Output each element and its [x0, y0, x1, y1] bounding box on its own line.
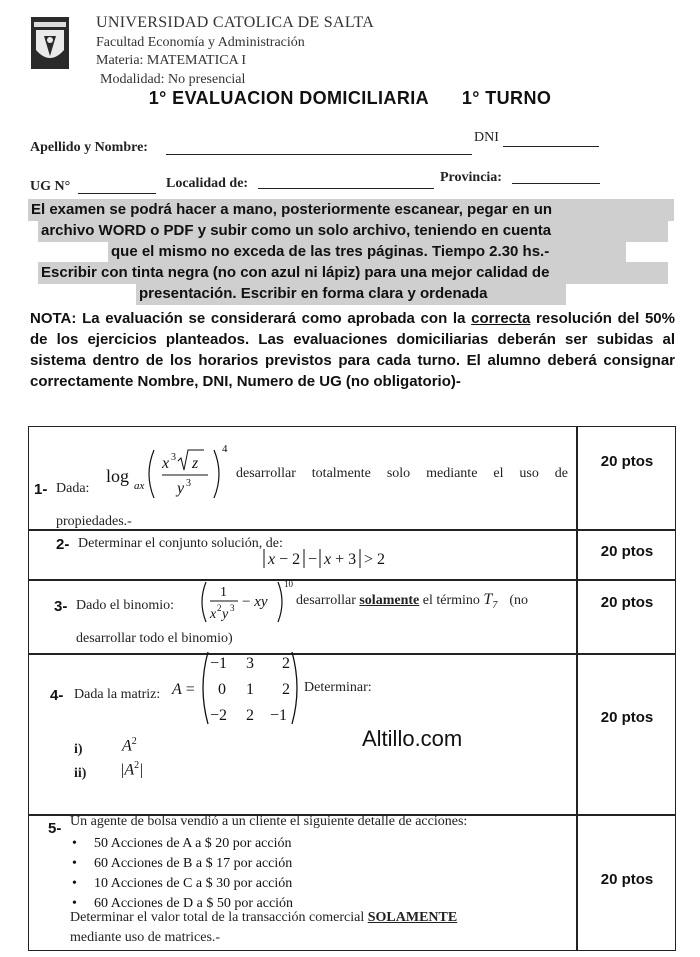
exercise-4-item-ii-formula: $|A^2|$: [120, 760, 144, 779]
svg-text:3: 3: [186, 478, 191, 489]
svg-text:−2: −2: [210, 707, 228, 724]
exercise-5-solamente: SOLAMENTE: [367, 910, 458, 925]
svg-text:3: 3: [171, 452, 176, 463]
row-divider-3: [28, 653, 676, 655]
svg-text:0: 0: [218, 681, 226, 698]
nota-rest: resolución del 50% de los ejercicios planteados. Las evaluaciones domiciliarias deberán ser subidas al sistema dentro de los horarios previstos para cada turno. El alumno deberá consignar correctamente Nombre, DNI, Numero de UG (no obligatorio)-: [30, 310, 675, 390]
exercise-4-item-i-formula: $A^2$: [122, 736, 137, 755]
exercise-5-text: [70, 910, 457, 926]
exercise-5-points: 20 ptos: [600, 871, 654, 888]
svg-text:ax: ax: [134, 480, 145, 492]
nota-paragraph: [30, 308, 675, 392]
instruction-line-5: presentación. Escribir en forma clara y ordenada: [136, 283, 566, 305]
row-divider-2: [28, 579, 676, 581]
svg-text:> 2: > 2: [364, 551, 386, 568]
title-turn: 1° TURNO: [461, 88, 552, 108]
instruction-line-4: Escribir con tinta negra (no con azul ni lápiz) para una mejor calidad de: [38, 262, 668, 284]
svg-text:log: log: [106, 466, 130, 486]
exercise-3-text-2: desarrollar todo el binomio): [76, 631, 233, 646]
exercise-5-text-2: mediante uso de matrices.-: [70, 930, 221, 945]
svg-text:−1: −1: [270, 707, 288, 724]
exercise-5-number: 5-: [48, 820, 62, 837]
svg-text:2: 2: [282, 655, 290, 672]
exercise-5-list: [72, 834, 293, 914]
exercise-3-formula: [198, 576, 296, 628]
svg-text:− xy: − xy: [242, 594, 268, 610]
svg-text:2: 2: [246, 707, 254, 724]
exercise-4-label: Dada la matriz:: [74, 687, 161, 702]
svg-text:1: 1: [246, 681, 254, 698]
exercise-4-item-i: i): [74, 742, 83, 757]
svg-text:−: −: [308, 551, 318, 568]
svg-text:y: y: [222, 607, 229, 622]
locality-label: Localidad de:: [166, 176, 249, 191]
svg-text:A =: A =: [172, 681, 195, 698]
svg-text:3: 3: [230, 603, 235, 613]
instruction-line-2c: o PDF y subir como un solo archivo, teniendo en cuenta: [146, 222, 552, 239]
exercise-2-points: 20 ptos: [600, 543, 654, 560]
svg-text:−1: −1: [210, 655, 228, 672]
exercise-1-text-2: propiedades.-: [56, 514, 132, 529]
svg-text:x − 2: x − 2: [268, 551, 301, 568]
exercise-3-text: [296, 591, 528, 611]
nota-correcta: correcta: [471, 310, 531, 327]
svg-text:x: x: [210, 607, 217, 622]
exercise-3-term: $T_7$: [483, 591, 498, 612]
exercise-4-matrix: [170, 648, 302, 728]
name-line: [166, 154, 472, 155]
svg-text:10: 10: [284, 579, 293, 589]
nota-lead: NOTA: La evaluación se considerará como aprobada con la: [30, 310, 472, 327]
exercise-3-points: 20 ptos: [600, 594, 654, 611]
svg-text:2: 2: [217, 603, 222, 613]
exercise-4-number: 4-: [50, 687, 64, 704]
modality: Modalidad: No presencial: [100, 72, 246, 87]
exercise-3-number: 3-: [54, 598, 68, 615]
exercise-3-text-d: (no: [509, 593, 528, 608]
exercise-4-text: Determinar:: [304, 680, 372, 695]
ug-line: [78, 193, 156, 194]
instruction-line-2a: archivo: [41, 222, 99, 239]
subject-name: Materia: MATEMATICA I: [96, 53, 247, 68]
svg-text:2: 2: [282, 681, 290, 698]
list-item: • 10 Acciones de C a $ 30 por acción: [72, 874, 293, 894]
svg-text:3: 3: [246, 655, 254, 672]
exercise-3-solamente: solamente: [359, 593, 420, 608]
dni-line: [503, 146, 599, 147]
list-item: • 50 Acciones de A a $ 20 por acción: [72, 834, 293, 854]
instruction-line-1: El examen se podrá hacer a mano, posteriormente escanear, pegar en un: [28, 199, 674, 221]
title-evaluation: 1° EVALUACION DOMICILIARIA: [148, 88, 430, 108]
name-label: Apellido y Nombre:: [30, 140, 148, 155]
instruction-word: WORD: [98, 222, 147, 239]
page-title: [0, 88, 700, 109]
svg-text:x + 3: x + 3: [324, 551, 357, 568]
faculty-name: Facultad Economía y Administración: [96, 35, 305, 50]
svg-text:4: 4: [222, 443, 228, 455]
watermark: Altillo.com: [362, 726, 463, 751]
exercise-1-label: Dada:: [56, 481, 90, 496]
province-line: [512, 183, 600, 184]
list-item: • 60 Acciones de B a $ 17 por acción: [72, 854, 293, 874]
province-label: Provincia:: [440, 170, 502, 185]
exercise-1-formula: [104, 438, 234, 508]
svg-text:x: x: [162, 455, 170, 472]
instruction-line-3: que el mismo no exceda de las tres páginas. Tiempo 2.30 hs.-: [108, 241, 626, 263]
locality-line: [258, 188, 434, 189]
exercise-4-item-ii: ii): [74, 766, 87, 781]
exercise-1-text: desarrollar totalmente solo mediante el uso de: [236, 466, 568, 481]
dni-label: DNI: [474, 130, 499, 145]
svg-text:1: 1: [220, 585, 227, 600]
exercise-1-number: 1-: [34, 481, 48, 498]
exercise-2-number: 2-: [56, 536, 70, 553]
university-name: UNIVERSIDAD CATOLICA DE SALTA: [96, 14, 375, 31]
exercise-2-formula: [260, 546, 390, 572]
exercise-4-points: 20 ptos: [600, 709, 654, 726]
exercise-3-label: Dado el binomio:: [76, 598, 174, 613]
instruction-line-2: [38, 220, 668, 242]
exercise-1-points: 20 ptos: [600, 453, 654, 470]
university-logo: [30, 16, 70, 70]
svg-text:z: z: [192, 455, 199, 472]
svg-text:y: y: [177, 480, 185, 497]
exercise-5-text-a: Determinar el valor total de la transacción comercial: [70, 910, 368, 925]
exercise-3-text-a: desarrollar: [296, 593, 360, 608]
list-item: • 60 Acciones de D a $ 50 por acción: [72, 894, 293, 914]
exercise-3-text-c: el término: [419, 593, 484, 608]
exercise-5-label: Un agente de bolsa vendió a un cliente el siguiente detalle de acciones:: [70, 814, 468, 829]
ug-label: UG N°: [30, 179, 71, 194]
exercise-2-label: Determinar el conjunto solución, de:: [78, 536, 283, 551]
